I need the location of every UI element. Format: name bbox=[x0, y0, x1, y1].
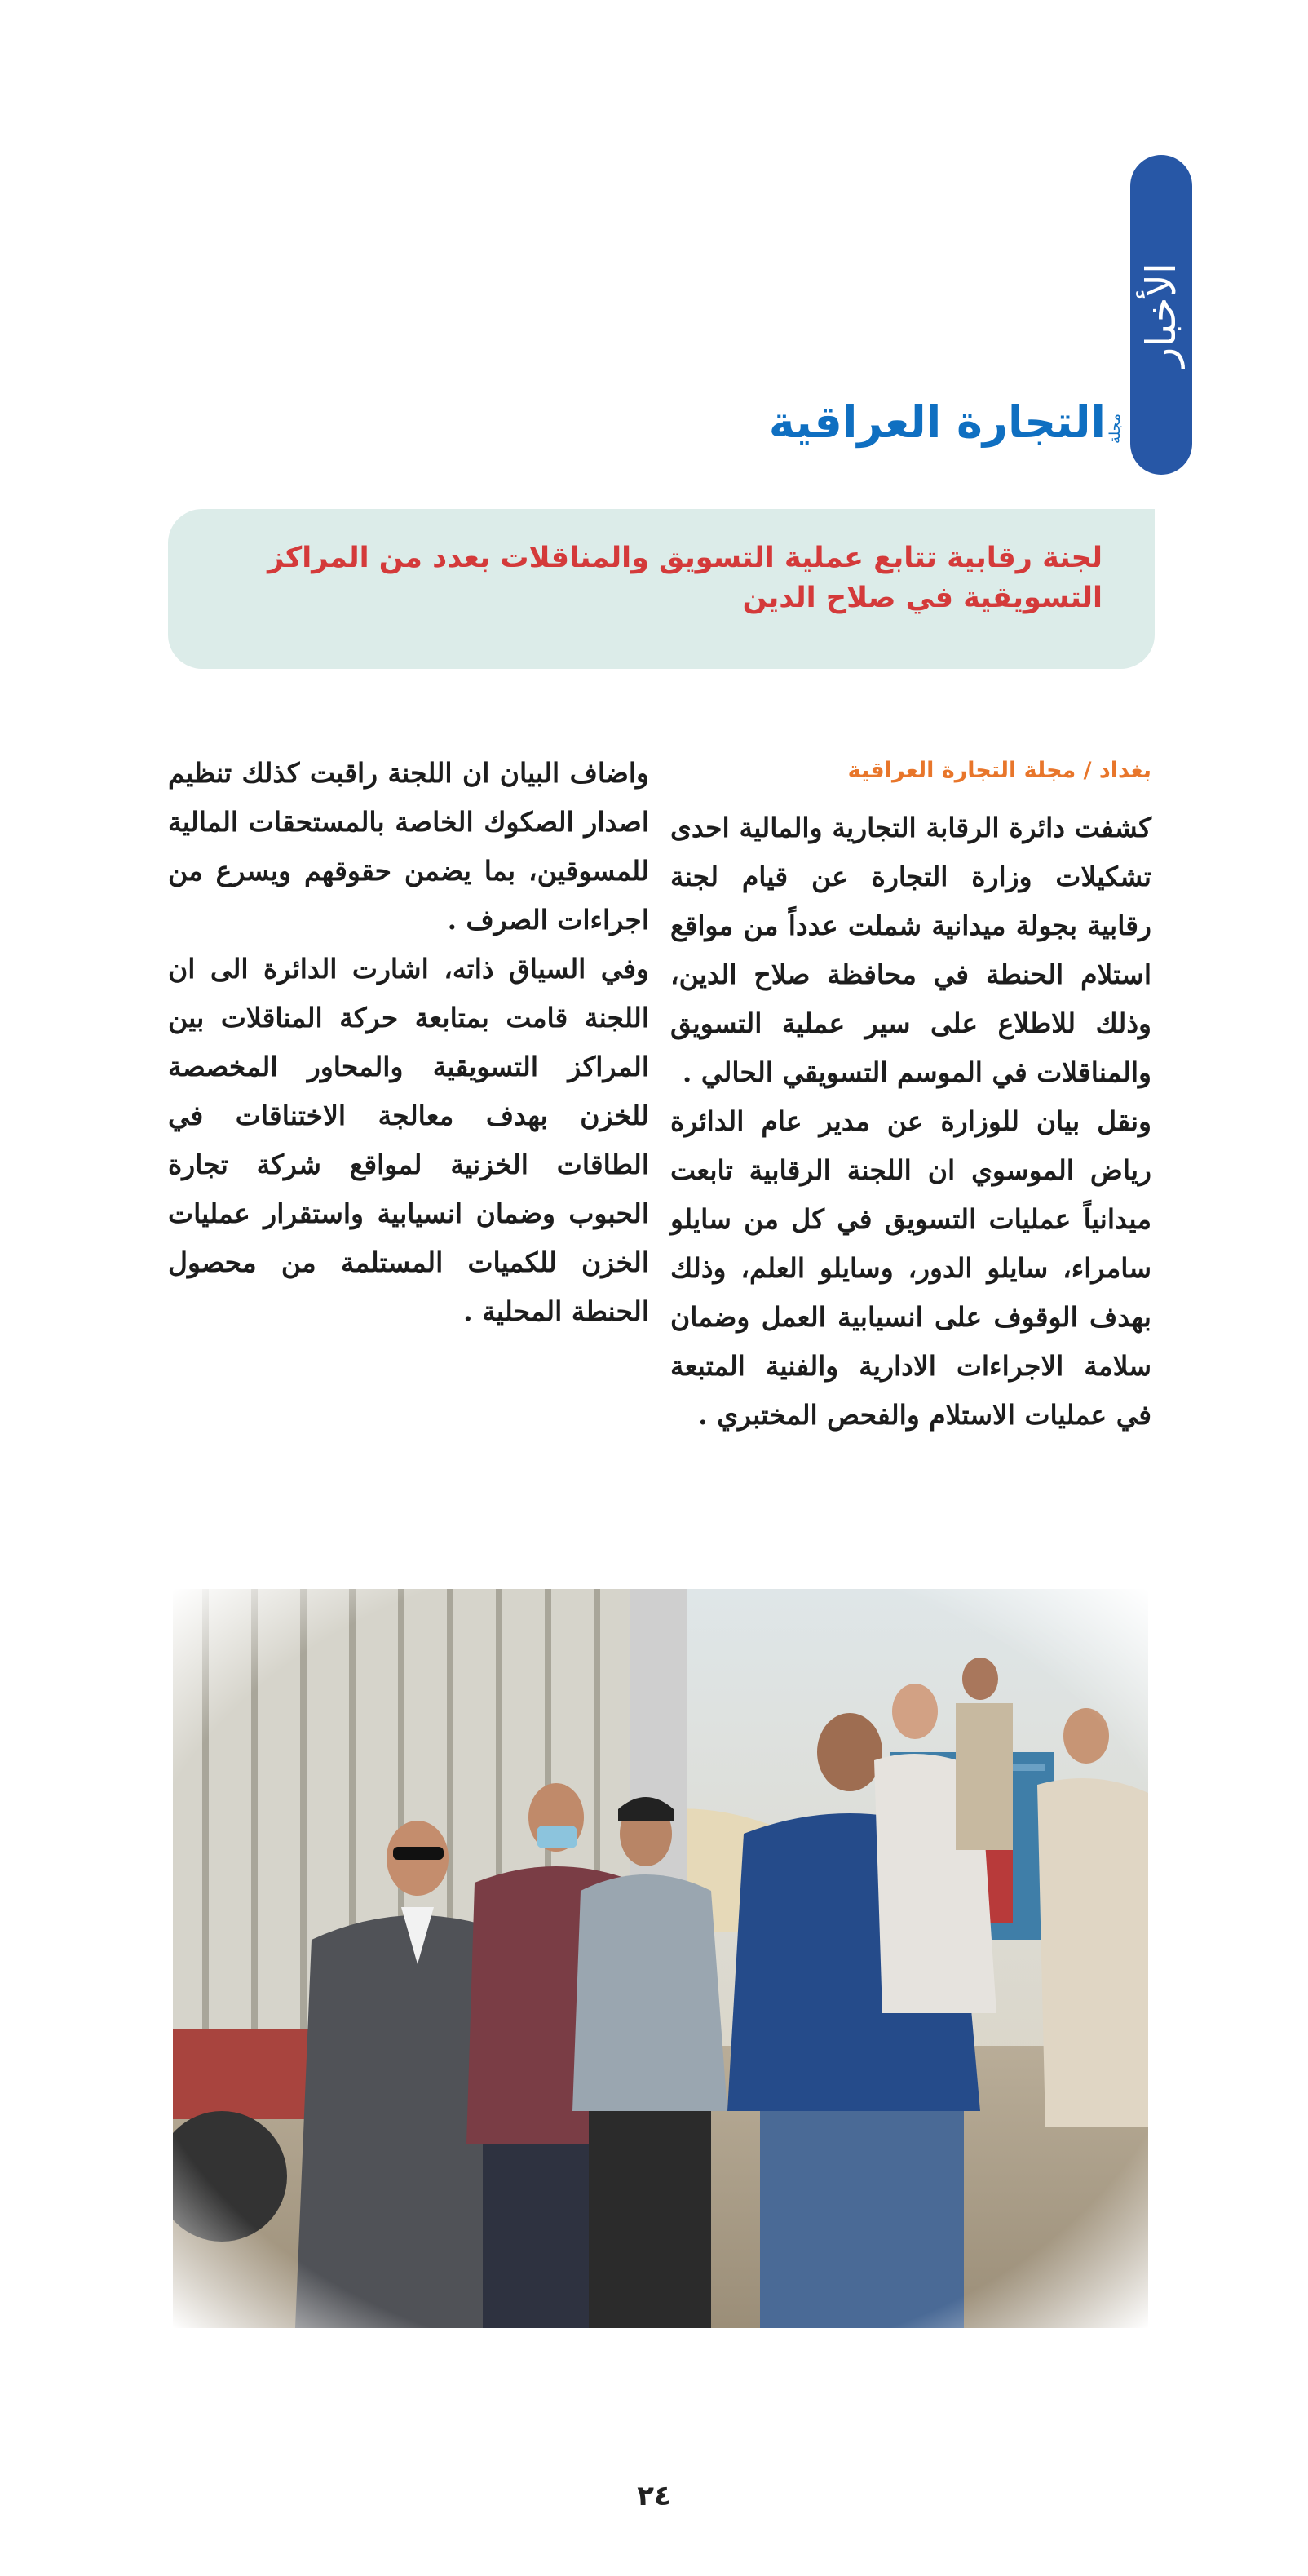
photo-illustration bbox=[173, 1589, 1148, 2328]
masthead-prefix: مجلة bbox=[1106, 413, 1124, 444]
paragraph: واضاف البيان ان اللجنة راقبت كذلك تنظيم اصدار الصكوك الخاصة بالمستحقات المالية للمسوقين، بما يضمن حقوقهم ويسرع من اجراءات الصرف . bbox=[168, 757, 649, 936]
paragraph: ونقل بيان للوزارة عن مدير عام الدائرة رياض الموسوي ان اللجنة الرقابية تابعت ميدانياً عمليات التسويق في كل من سايلو سامراء، سايلو الدور، وسايلو العلم، وذلك بهدف الوقوف على انسيابية العمل وضمان سلامة الاجراءات الادارية والفنية المتبعة في عمليات الاستلام والفحص المختبري . bbox=[670, 1105, 1151, 1431]
headline-box bbox=[168, 509, 1155, 669]
section-tab bbox=[1130, 155, 1192, 475]
article-column-right bbox=[670, 803, 1151, 1440]
page-number: ٢٤ bbox=[637, 2480, 671, 2512]
paragraph: كشفت دائرة الرقابة التجارية والمالية احدى تشكيلات وزارة التجارة عن قيام لجنة رقابية بجولة ميدانية شملت عدداً من مواقع استلام الحنطة في محافظة صلاح الدين، وذلك للاطلاع على سير عملية التسويق والمناقلات في الموسم التسويقي الحالي . bbox=[670, 812, 1151, 1088]
paragraph: وفي السياق ذاته، اشارت الدائرة الى ان اللجنة قامت بمتابعة حركة المناقلات بين المراكز التسويقية والمحاور المخصصة للخزن بهدف معالجة الاختناقات في الطاقات الخزنية لمواقع شركة تجارة الحبوب وضمان انسيابية واستقرار عمليات الخزن للكميات المستلمة من محصول الحنطة المحلية . bbox=[168, 953, 649, 1327]
officials-inspecting-grain-site-photo bbox=[173, 1589, 1148, 2328]
article-dateline: بغداد / مجلة التجارة العراقية bbox=[847, 758, 1151, 783]
article-headline: لجنة رقابية تتابع عملية التسويق والمناقلات بعدد من المراكز التسويقية في صلاح الدين bbox=[267, 542, 1103, 614]
masthead-title: التجارة العراقية bbox=[768, 396, 1106, 448]
section-tab-label: الأخبار bbox=[1138, 263, 1186, 367]
magazine-masthead bbox=[768, 390, 1124, 465]
article-column-left bbox=[168, 749, 649, 1336]
